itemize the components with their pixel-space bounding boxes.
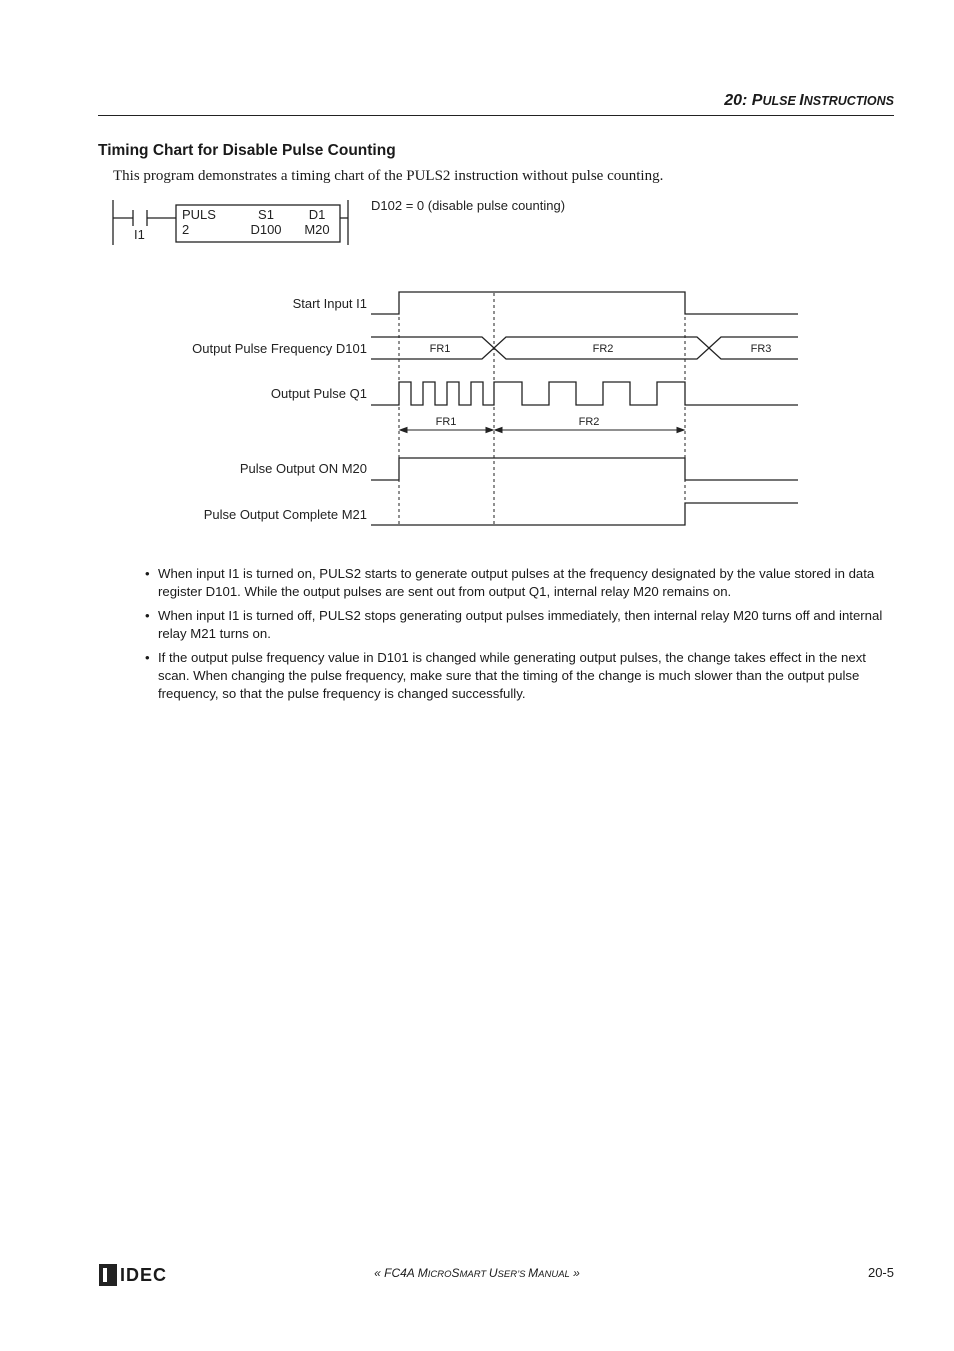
chapter-number: 20: (724, 92, 752, 109)
chapter-title-smallcaps: ULSE (762, 94, 800, 108)
bullet-list (145, 565, 890, 709)
signal-labels (192, 296, 367, 522)
signal-label: Output Pulse Q1 (270, 386, 367, 401)
signal-label: Output Pulse Frequency D101 (192, 341, 367, 356)
period-arrows (400, 428, 684, 433)
contact-label: I1 (134, 227, 145, 242)
manual-title-part: » (569, 1266, 580, 1280)
chapter-title-letter: I (799, 92, 804, 109)
chapter-title-letter: P (751, 92, 763, 109)
manual-title-part: ICRO (427, 1269, 452, 1280)
d1-value: M20 (304, 222, 330, 237)
manual-title-part: « FC4A M (374, 1266, 428, 1280)
signal-label: Start Input I1 (292, 296, 367, 311)
s1-header: S1 (258, 207, 274, 222)
pulse-on-waveform (371, 458, 798, 480)
arrow-head (677, 428, 684, 433)
page-number: 20-5 (867, 1265, 894, 1280)
manual-title-part: M (528, 1266, 539, 1280)
arrow-head (495, 428, 502, 433)
frequency-label: FR3 (750, 343, 772, 355)
d1-header: D1 (308, 207, 326, 222)
signal-label: Pulse Output ON M20 (239, 461, 367, 476)
period-label: FR2 (578, 416, 600, 428)
logo-text: IDEC (120, 1264, 168, 1285)
waveforms (371, 292, 798, 525)
arrow-head (400, 428, 407, 433)
output-pulse-waveform (371, 382, 798, 405)
frequency-label: FR1 (429, 343, 451, 355)
ladder-note: D102 = 0 (disable pulse counting) (371, 198, 566, 213)
instruction-number: 2 (182, 222, 190, 237)
s1-value: D100 (250, 222, 282, 237)
arrow-head (486, 428, 493, 433)
intro-paragraph: This program demonstrates a timing chart of the PULS2 instruction without pulse counting. (113, 168, 664, 184)
frequency-label: FR2 (592, 343, 614, 355)
manual-title (0, 1266, 954, 1280)
manual-title-part: MART (459, 1269, 489, 1280)
manual-title-part: U (488, 1266, 498, 1280)
list-item: • If the output pulse frequency value in D101 is changed while generating output pulses, the change takes effect in the next scan. When changing the pulse frequency, make sure that the timing of the change is much slower than the output pulse frequency, so that the pulse frequency is changed successfully. (145, 649, 890, 703)
period-label: FR1 (435, 416, 457, 428)
pulse-complete-waveform (371, 503, 798, 525)
manual-title-part: S (451, 1266, 460, 1280)
manual-title-part: ANUAL (538, 1269, 570, 1280)
signal-label: Pulse Output Complete M21 (203, 507, 367, 522)
instruction-name: PULS (182, 207, 216, 222)
list-item: • When input I1 is turned off, PULS2 stops generating output pulses immediately, then internal relay M20 turns off and internal relay M21 turns on. (145, 607, 890, 643)
manual-title-part: SER’S (497, 1269, 529, 1280)
list-item: • When input I1 is turned on, PULS2 starts to generate output pulses at the frequency designated by the value stored in data register D101. While the output pulses are sent out from output Q1, internal relay M20 remains on. (145, 565, 890, 601)
start-input-waveform (371, 292, 798, 314)
frequency-labels (430, 343, 772, 428)
section-heading: Timing Chart for Disable Pulse Counting (98, 142, 396, 159)
chapter-title-smallcaps: NSTRUCTIONS (803, 94, 894, 108)
time-markers (399, 293, 685, 525)
